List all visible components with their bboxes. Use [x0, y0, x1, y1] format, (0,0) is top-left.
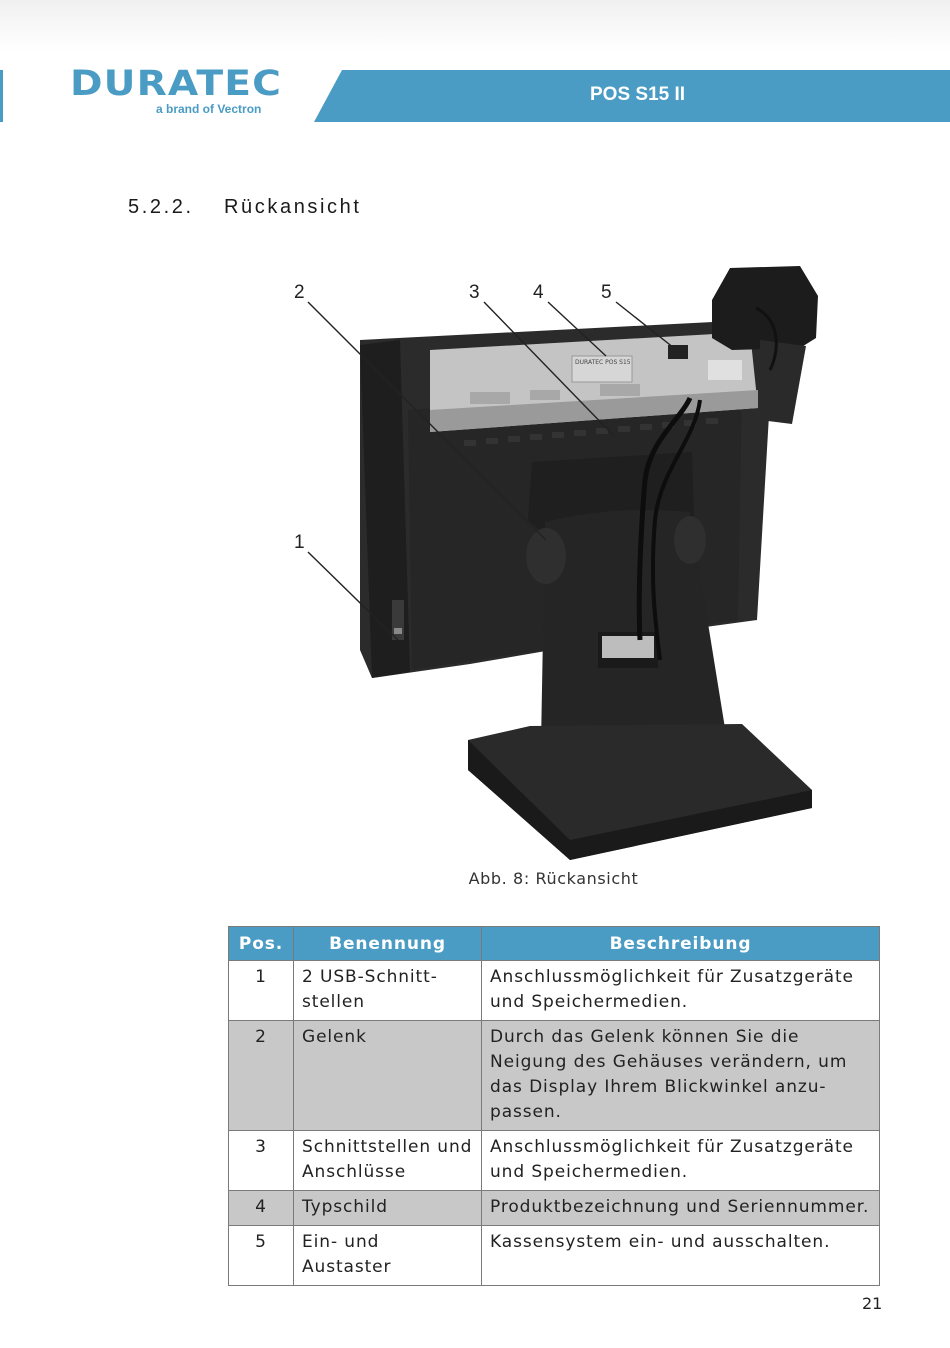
row-pos: 3 — [229, 1131, 294, 1191]
row-name: Ein- und Austaster — [294, 1226, 482, 1286]
row-pos: 5 — [229, 1226, 294, 1286]
table-row — [229, 1191, 880, 1226]
table-row — [229, 1131, 880, 1191]
section-heading — [128, 196, 362, 219]
row-name: Typschild — [294, 1191, 482, 1226]
callout-4: 4 — [533, 282, 544, 303]
callout-5: 5 — [601, 282, 612, 303]
row-description: Anschlussmöglichkeit für Zusatzgeräte und Speichermedien. — [482, 1131, 880, 1191]
row-name: Gelenk — [294, 1021, 482, 1131]
section-number: 5.2.2. — [128, 196, 194, 218]
table-row — [229, 1226, 880, 1286]
table-row — [229, 1021, 880, 1131]
row-description: Anschlussmöglichkeit für Zusatzgeräte und Speichermedien. — [482, 961, 880, 1021]
callout-2: 2 — [294, 282, 305, 303]
header-description: Beschreibung — [482, 927, 880, 961]
device-label-text: DURATEC POS S15 — [575, 359, 631, 366]
header-pos: Pos. — [229, 927, 294, 961]
duratec-logo — [70, 64, 282, 116]
header-accent-bar — [0, 70, 3, 122]
row-description: Produktbezeichnung und Seriennummer. — [482, 1191, 880, 1226]
table-header-row — [229, 927, 880, 961]
row-name: 2 USB-Schnitt-stellen — [294, 961, 482, 1021]
row-description: Kassensystem ein- und ausschalten. — [482, 1226, 880, 1286]
figure-caption: Abb. 8: Rückansicht — [468, 869, 639, 888]
page-header — [0, 0, 950, 130]
callout-3: 3 — [469, 282, 480, 303]
row-description: Durch das Gelenk können Sie die Neigung des Gehäuses verändern, um das Display Ihrem Blickwinkel anzu-passen. — [482, 1021, 880, 1131]
device-illustration — [0, 230, 950, 870]
callout-1: 1 — [294, 532, 305, 553]
row-pos: 1 — [229, 961, 294, 1021]
page-number: 21 — [862, 1294, 883, 1313]
rear-view-figure — [0, 230, 950, 870]
header-name: Benennung — [294, 927, 482, 961]
row-pos: 2 — [229, 1021, 294, 1131]
product-name: POS S15 II — [590, 84, 686, 105]
row-pos: 4 — [229, 1191, 294, 1226]
section-title: Rückansicht — [224, 196, 362, 218]
table-row — [229, 961, 880, 1021]
parts-table — [228, 926, 880, 1286]
logo-wordmark: DURATEC — [70, 64, 282, 104]
logo-subtitle: a brand of Vectron — [156, 102, 262, 116]
row-name: Schnittstellen und Anschlüsse — [294, 1131, 482, 1191]
